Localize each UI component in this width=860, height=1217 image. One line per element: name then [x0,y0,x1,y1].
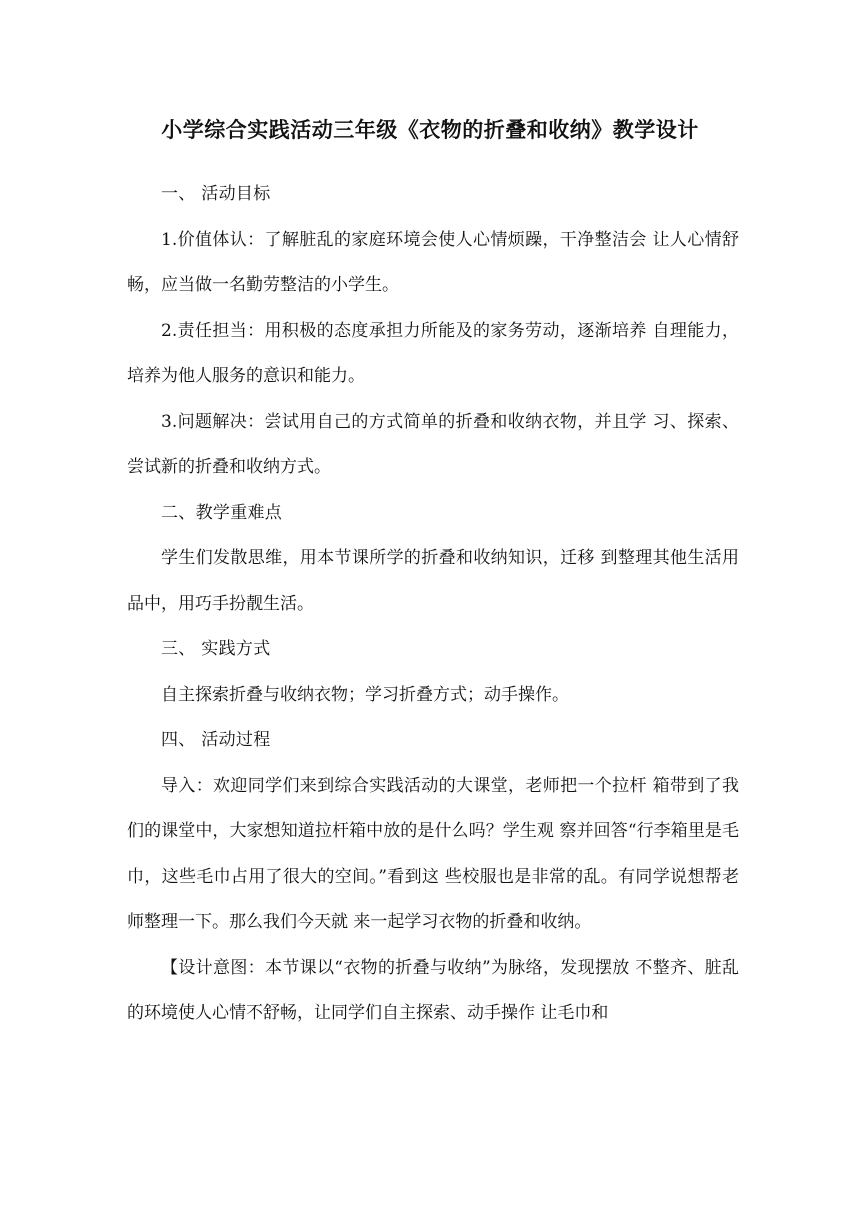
paragraph-key-points: 学生们发散思维，用本节课所学的折叠和收纳知识，迁移 到整理其他生活用品中，用巧手扮靓生活。 [127,548,739,614]
section-heading-practice-method: 三、 实践方式 [161,639,271,659]
paragraph-goal-problem-solving: 3.问题解决：尝试用自己的方式简单的折叠和收纳衣物，并且学 习、探索、尝试新的折叠和收纳方式。 [127,411,739,477]
section-heading-activity-goals: 一、 活动目标 [161,184,271,204]
document-body [127,172,739,1037]
section-heading-key-points: 二、教学重难点 [161,502,283,523]
paragraph-design-intent: 【设计意图：本节课以“衣物的折叠与收纳”为脉络，发现摆放 不整齐、脏乱的环境使人心情不舒畅，让同学们自主探索、动手操作 让毛巾和 [127,957,739,1023]
paragraph-introduction: 导入：欢迎同学们来到综合实践活动的大课堂，老师把一个拉杆 箱带到了我们的课堂中，大家想知道拉杆箱中放的是什么吗？学生观 察并回答“行李箱里是毛巾，这些毛巾占用了很大的空间。”看到这 些校服也是非常的乱。有同学说想帮老师整理一下。那么我们今天就 来一起学习衣物的折叠和收纳。 [127,775,739,932]
paragraph-goal-responsibility: 2.责任担当：用积极的态度承担力所能及的家务劳动，逐渐培养 自理能力，培养为他人服务的意识和能力。 [127,320,739,386]
section-heading-activity-process: 四、 活动过程 [161,730,271,750]
document-title: 小学综合实践活动三年级《衣物的折叠和收纳》教学设计 [161,117,699,142]
paragraph-goal-value: 1.价值体认：了解脏乱的家庭环境会使人心情烦躁，干净整洁会 让人心情舒畅，应当做一名勤劳整洁的小学生。 [127,229,739,295]
paragraph-practice-method: 自主探索折叠与收纳衣物；学习折叠方式；动手操作。 [161,684,569,705]
